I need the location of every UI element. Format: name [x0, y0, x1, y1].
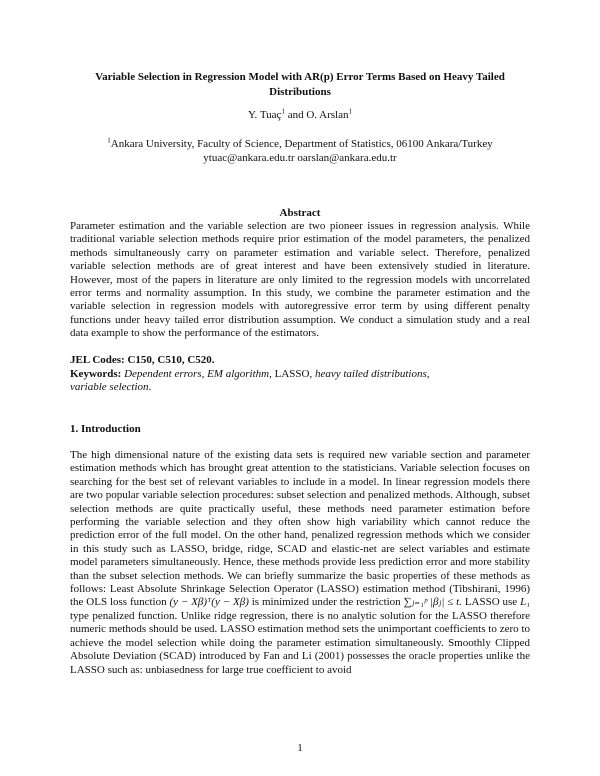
formula-restriction: ∑ⱼ₌₁ᵖ |βⱼ| ≤ t. [403, 596, 462, 609]
paper-title: Variable Selection in Regression Model with AR(p) Error Terms Based on Heavy Tailed Distributions [95, 71, 505, 98]
affiliation [70, 137, 530, 151]
keywords-part-2: , LASSO, [269, 368, 313, 380]
keywords-label: Keywords: [70, 368, 122, 380]
intro-text-mid-1: is minimized under the restriction [251, 596, 401, 609]
affiliation-mark: 1 [107, 136, 111, 145]
keywords [70, 368, 450, 395]
keywords-end: . [148, 381, 152, 394]
keywords-part-1: Dependent errors, EM algorithm [124, 368, 270, 380]
author-2-affil-mark: 1 [348, 107, 352, 116]
abstract-heading: Abstract [279, 207, 321, 219]
abstract-text: Parameter estimation and the variable selection are two pioneer issues in regression analysis. While traditional variable selection methods require prior estimation of the model parameters, the penalized methods simultaneously carry on parameter estimation and variable select. Therefore, penalized variable selection methods are of great interest and have been extensively studied in literature. However, most of the papers in literature are only limited to the regression models with uncorrelated error terms and normality assumption. In this study, we combine the parameter estimation and the variable selection in regression models with autoregressive error term by using different penalty functions under heavy tailed error distribution assumption. We conduct a simulation study and a real data example to show the performance of the estimators. [70, 220, 530, 340]
affiliation-text: Ankara University, Faculty of Science, Department of Statistics, 06100 Ankara/Turkey [110, 138, 493, 150]
author-1-affil-mark: 1 [281, 107, 285, 116]
intro-text-2: type penalized function. Unlike ridge regression, there is no analytic solution for the LASSO therefore numeric methods should be used. LASSO estimation method sets the unimportant coefficients to zero to achieve the model selection while doing the parameter estimation simultaneously. Smoothly Clipped Absolute Deviation (SCAD) introduced by Fan and Li (2001) possesses the oracle properties unlike the LASSO such as: unbiasedness for large true coefficient to avoid [70, 609, 530, 676]
formula-l1: L₁ [520, 596, 531, 609]
page-number: 1 [297, 742, 303, 754]
author-emails: ytuac@ankara.edu.tr oarslan@ankara.edu.tr [203, 152, 397, 164]
author-conjunction: and [287, 109, 304, 121]
formula-loss-function: (y − Xβ)ᵀ(y − Xβ) [169, 596, 249, 609]
author-2: O. Arslan [306, 109, 349, 121]
intro-text-1: The high dimensional nature of the existing data sets is required new variable section and parameter estimation methods which has brought great attention to the statisticians. Variable selection focuses on searching for the best set of relevant variables to include in a model. In linear regression models there are two popular variable selection procedures: subset selection and penalized methods. Although, subset selection methods are quite practically useful, these methods need parameter estimation before performing the variable selection and they often show high variability which cannot reduce the prediction error of the full model. On the other hand, penalized regression methods which we consider in this study such as LASSO, bridge, ridge, SCAD and elastic-net are select variables and estimate model parameters simultaneously. Hence, these methods provide less prediction error and more stability than the subset selection methods. We can briefly summarize the basic properties of these methods as follows: Least Absolute Shrinkage Selection Operator (LASSO) estimation method (Tibshirani, 1996) the OLS loss function [70, 449, 530, 609]
introduction-paragraph [70, 449, 530, 677]
intro-text-mid-2: LASSO use [464, 596, 518, 609]
keywords-part-3: heavy tailed distributions, variable selection [70, 368, 430, 394]
section-heading-introduction: 1. Introduction [70, 423, 141, 435]
author-1: Y. Tuaç [248, 109, 282, 121]
author-line [70, 108, 530, 122]
jel-codes: JEL Codes: C150, C510, C520. [70, 354, 215, 366]
